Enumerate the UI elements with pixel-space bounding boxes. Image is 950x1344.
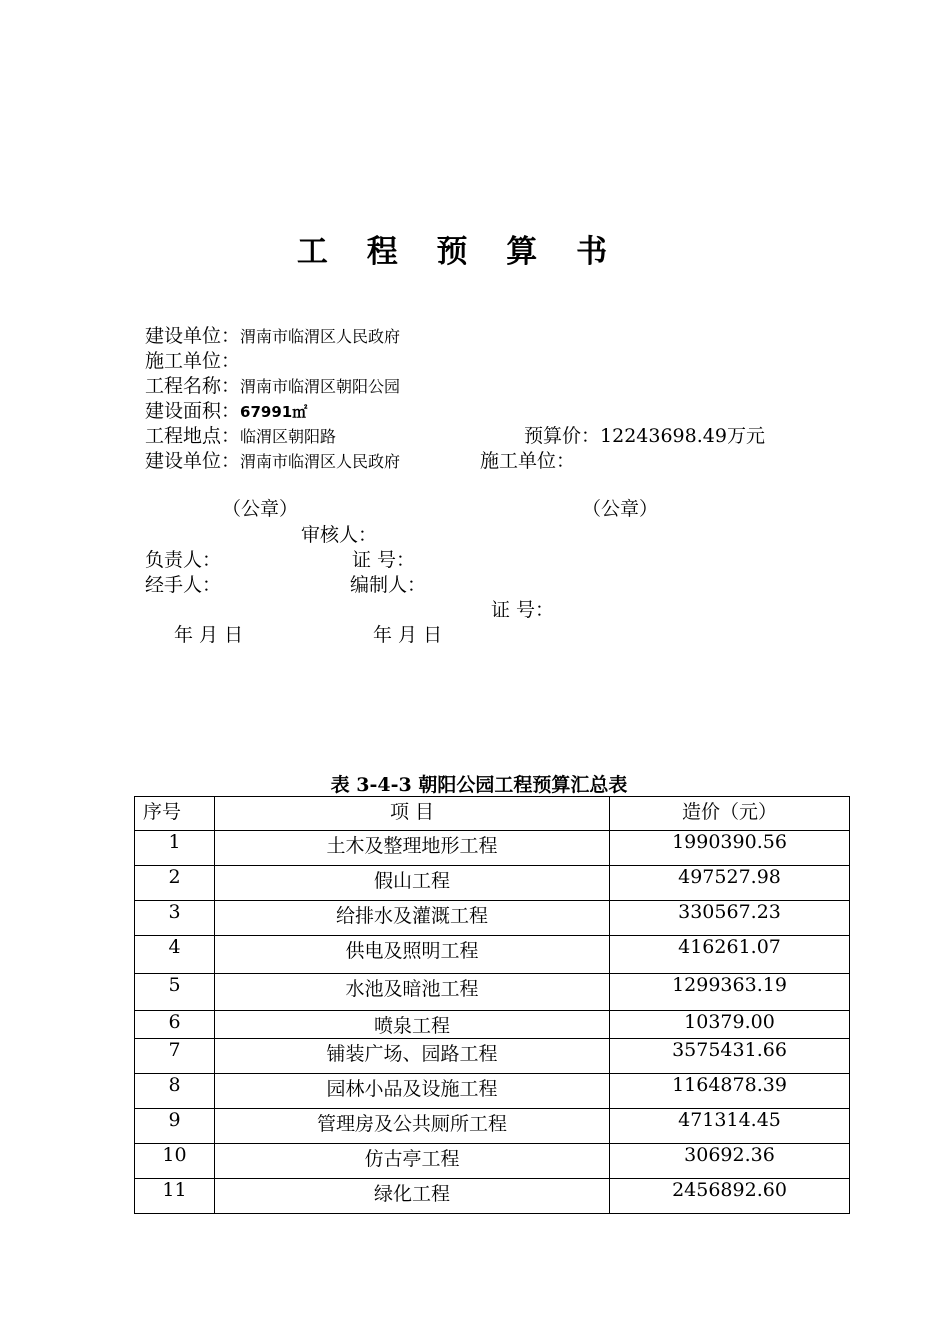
row-cost: 1990390.56 (610, 831, 850, 866)
table-row (135, 1011, 850, 1039)
row-index: 10 (135, 1144, 215, 1179)
project-name-label: 工程名称： (145, 375, 241, 397)
handler-label: 经手人： (145, 574, 222, 596)
construction-unit-2-label: 建设单位： (145, 450, 241, 472)
project-name-value: 渭南市临渭区朝阳公园 (240, 377, 401, 396)
budget-summary-table (134, 796, 850, 1214)
row-cost: 471314.45 (610, 1109, 850, 1144)
row-item: 园林小品及设施工程 (215, 1074, 610, 1109)
info-construction-unit-2 (145, 449, 400, 474)
row-cost: 1299363.19 (610, 974, 850, 1011)
contractor-2-label: 施工单位： (480, 450, 576, 472)
table-row (135, 1144, 850, 1179)
row-item: 仿古亭工程 (215, 1144, 610, 1179)
info-contractor (145, 349, 240, 373)
seal-right: （公章） (582, 498, 659, 520)
row-item: 给排水及灌溉工程 (215, 901, 610, 936)
row-item: 土木及整理地形工程 (215, 831, 610, 866)
table-row (135, 936, 850, 974)
construction-unit-2-value: 渭南市临渭区人民政府 (240, 452, 401, 471)
row-cost: 330567.23 (610, 901, 850, 936)
info-contractor-2 (480, 449, 575, 473)
row-index: 6 (135, 1011, 215, 1039)
area-label: 建设面积： (145, 400, 241, 422)
row-item: 管理房及公共厕所工程 (215, 1109, 610, 1144)
table-caption: 表 3-4-3 朝阳公园工程预算汇总表 (330, 774, 628, 796)
row-cost: 3575431.66 (610, 1039, 850, 1074)
table-row (135, 974, 850, 1011)
certificate-label-2: 证 号： (491, 599, 555, 621)
budget-value: 12243698.49万元 (600, 425, 765, 447)
row-cost: 497527.98 (610, 866, 850, 901)
construction-unit-label: 建设单位： (145, 325, 241, 347)
construction-unit-value: 渭南市临渭区人民政府 (240, 327, 401, 346)
contractor-label: 施工单位： (145, 350, 241, 372)
table-row (135, 1179, 850, 1214)
row-index: 7 (135, 1039, 215, 1074)
row-cost: 30692.36 (610, 1144, 850, 1179)
table-row (135, 831, 850, 866)
row-cost: 2456892.60 (610, 1179, 850, 1214)
row-cost: 416261.07 (610, 936, 850, 974)
row-cost: 10379.00 (610, 1011, 850, 1039)
row-index: 1 (135, 831, 215, 866)
row-item: 喷泉工程 (215, 1011, 610, 1039)
table-header-row (135, 797, 850, 831)
date-right: 年 月 日 (373, 624, 443, 646)
row-item: 水池及暗池工程 (215, 974, 610, 1011)
row-item: 假山工程 (215, 866, 610, 901)
header-item: 项 目 (215, 797, 610, 831)
row-item: 铺装广场、园路工程 (215, 1039, 610, 1074)
table-row (135, 1039, 850, 1074)
info-location (145, 424, 336, 449)
table-row (135, 1109, 850, 1144)
document-title: 工 程 预 算 书 (296, 234, 622, 270)
row-cost: 1164878.39 (610, 1074, 850, 1109)
row-index: 8 (135, 1074, 215, 1109)
certificate-label-1: 证 号： (352, 549, 416, 571)
budget-label: 预算价： (524, 425, 601, 447)
table-row (135, 901, 850, 936)
date-left: 年 月 日 (174, 624, 244, 646)
info-area (145, 399, 307, 424)
row-index: 11 (135, 1179, 215, 1214)
info-project-name (145, 374, 400, 399)
table-row (135, 1074, 850, 1109)
area-value: 67991㎡ (240, 403, 308, 421)
location-label: 工程地点： (145, 425, 241, 447)
seal-left: （公章） (222, 498, 299, 520)
row-index: 5 (135, 974, 215, 1011)
table-row (135, 866, 850, 901)
row-index: 3 (135, 901, 215, 936)
compiler-label: 编制人： (350, 574, 427, 596)
location-value: 临渭区朝阳路 (240, 427, 337, 446)
row-index: 4 (135, 936, 215, 974)
info-budget (524, 424, 765, 448)
header-cost: 造价（元） (610, 797, 850, 831)
row-item: 供电及照明工程 (215, 936, 610, 974)
row-index: 9 (135, 1109, 215, 1144)
row-index: 2 (135, 866, 215, 901)
reviewer-label: 审核人： (301, 524, 378, 546)
info-construction-unit (145, 324, 400, 349)
header-index: 序号 (135, 797, 215, 831)
row-item: 绿化工程 (215, 1179, 610, 1214)
responsible-label: 负责人： (145, 549, 222, 571)
